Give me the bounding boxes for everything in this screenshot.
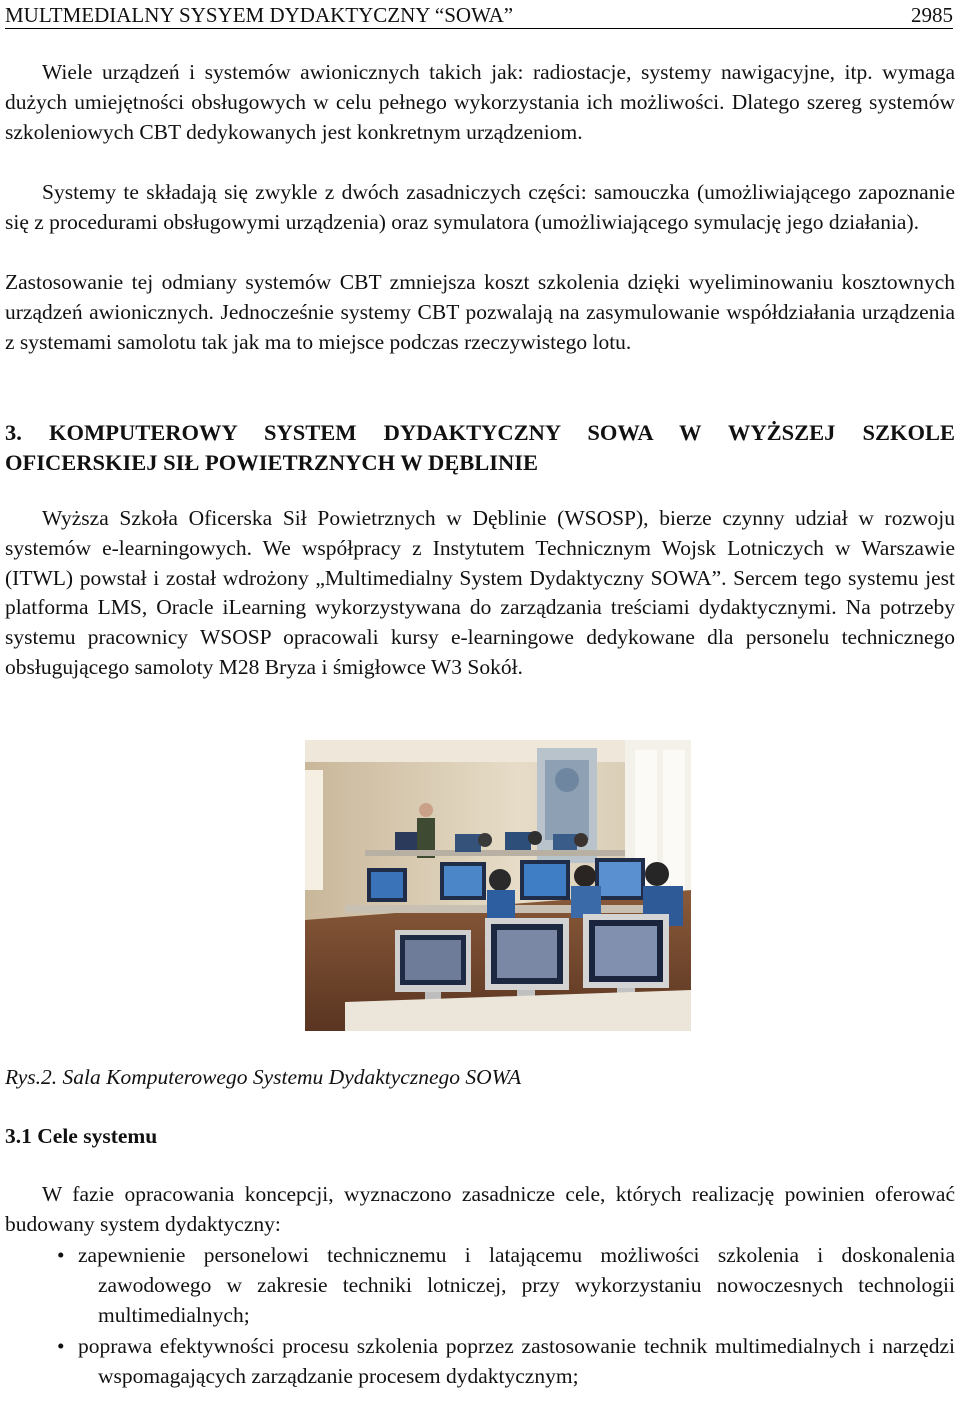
section-3-1-intro: W fazie opracowania koncepcji, wyznaczono zasadnicze cele, których realizację powinien oferować budowany system dydaktyczny: bbox=[5, 1182, 955, 1236]
list-item-text: zapewnienie personelowi technicznemu i latającemu możliwości szkolenia i doskonalenia zawodowego w zakresie techniki lotniczej, przy wykorzystaniu nowoczesnych technologii multimedialnych; bbox=[78, 1243, 955, 1327]
list-item bbox=[5, 1332, 955, 1392]
section-3-paragraph: Wyższa Szkoła Oficerska Sił Powietrznych w Dęblinie (WSOSP), bierze czynny udział w rozwoju systemów e-learningowych. We współpracy z Instytutem Technicznym Wojsk Lotniczych w Warszawie (ITWL) powstał i został wdrożony „Multimedialny System Dydaktyczny SOWA”. Sercem tego systemu jest platforma LMS, Oracle iLearning wykorzystywana do zarządzania treściami dydaktycznymi. Na potrzeby systemu pracownicy WSOSP opracowali kursy e-learningowe dedykowane dla personelu technicznego obsługującego samoloty M28 Bryza i śmigłowce W3 Sokół. bbox=[5, 506, 955, 679]
section-3-heading: 3. KOMPUTEROWY SYSTEM DYDAKTYCZNY SOWA W WYŻSZEJ SZKOLE OFICERSKIEJ SIŁ POWIETRZNYCH W DĘBLINIE bbox=[5, 420, 955, 475]
intro-paragraph-3: Zastosowanie tej odmiany systemów CBT zmniejsza koszt szkolenia dzięki wyeliminowaniu kosztownych urządzeń awionicznych. Jednocześnie systemy CBT pozwalają na zasymulowanie współdziałania urządzenia z systemami samolotu tak jak ma to miejsce podczas rzeczywistego lotu. bbox=[5, 270, 955, 354]
figure-caption: Rys.2. Sala Komputerowego Systemu Dydaktycznego SOWA bbox=[5, 1065, 522, 1089]
list-item bbox=[5, 1241, 955, 1330]
page-number: 2985 bbox=[911, 3, 953, 27]
running-header-title: MULTMEDIALNY SYSYEM DYDAKTYCZNY “SOWA” bbox=[5, 3, 514, 27]
section-3-1-heading: 3.1 Cele systemu bbox=[5, 1124, 158, 1148]
classroom-photo bbox=[305, 740, 691, 1031]
bullet-icon: • bbox=[57, 1243, 65, 1267]
intro-paragraph-1: Wiele urządzeń i systemów awionicznych takich jak: radiostacje, systemy nawigacyjne, itp. wymaga dużych umiejętności obsługowych w celu pełnego wykorzystania ich możliwości. Dlatego szereg systemów szkoleniowych CBT dedykowanych jest konkretnym urządzeniom. bbox=[5, 60, 955, 144]
goals-list bbox=[5, 1241, 955, 1394]
intro-paragraph-2: Systemy te składają się zwykle z dwóch zasadniczych części: samouczka (umożliwiającego zapoznanie się z procedurami obsługowymi urządzenia) oraz symulatora (umożliwiającego symulację jego działania). bbox=[5, 180, 955, 234]
running-header bbox=[5, 2, 953, 29]
bullet-icon: • bbox=[57, 1334, 65, 1359]
list-item-text: poprawa efektywności procesu szkolenia poprzez zastosowanie technik multimedialnych i narzędzi wspomagających zarządzanie procesem dydaktycznym; bbox=[78, 1334, 955, 1389]
